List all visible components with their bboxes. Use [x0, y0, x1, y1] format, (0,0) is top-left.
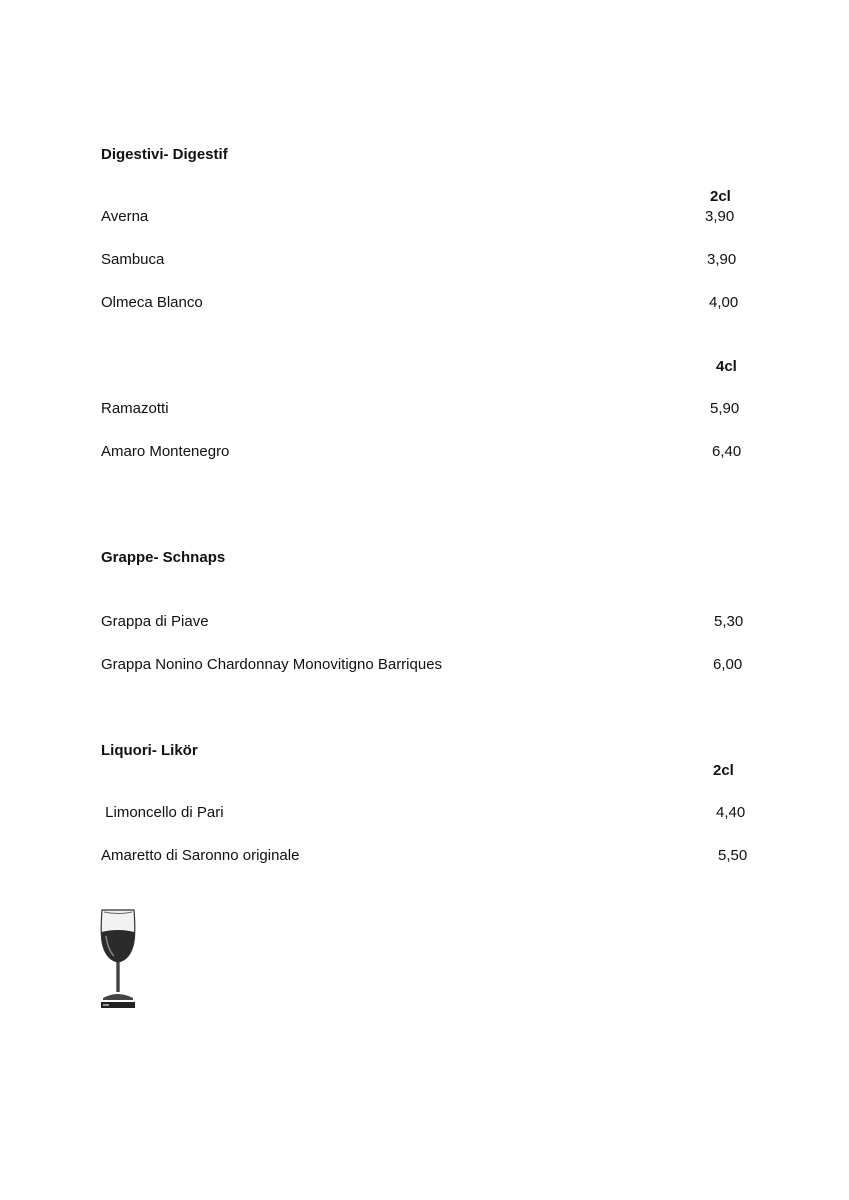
section-heading-grappe: Grappe- Schnaps — [101, 549, 226, 566]
item-price: 3,90 — [705, 208, 735, 225]
item-price: 3,90 — [707, 251, 737, 268]
section-heading-liquori: Liquori- Likör — [101, 742, 198, 759]
unit-label-2cl: 2cl — [710, 188, 731, 205]
unit-label-2cl: 2cl — [713, 762, 734, 779]
item-price: 6,40 — [712, 443, 742, 460]
item-price: 6,00 — [713, 656, 743, 673]
item-name: Amaretto di Saronno originale — [101, 847, 300, 864]
item-name: Averna — [101, 208, 149, 225]
item-name: Grappa di Piave — [101, 613, 209, 630]
item-price: 5,30 — [714, 613, 744, 630]
item-name: Amaro Montenegro — [101, 443, 230, 460]
unit-label-4cl: 4cl — [716, 358, 737, 375]
item-name: Limoncello di Pari — [101, 804, 224, 821]
item-name: Olmeca Blanco — [101, 294, 203, 311]
item-price: 5,50 — [718, 847, 748, 864]
item-price: 4,00 — [709, 294, 739, 311]
item-price: 4,40 — [716, 804, 746, 821]
wine-glass-icon — [98, 906, 138, 1012]
item-name: Sambuca — [101, 251, 165, 268]
section-heading-digestivi: Digestivi- Digestif — [101, 146, 228, 163]
item-name: Ramazotti — [101, 400, 169, 417]
item-price: 5,90 — [710, 400, 740, 417]
item-name: Grappa Nonino Chardonnay Monovitigno Barriques — [101, 656, 443, 673]
